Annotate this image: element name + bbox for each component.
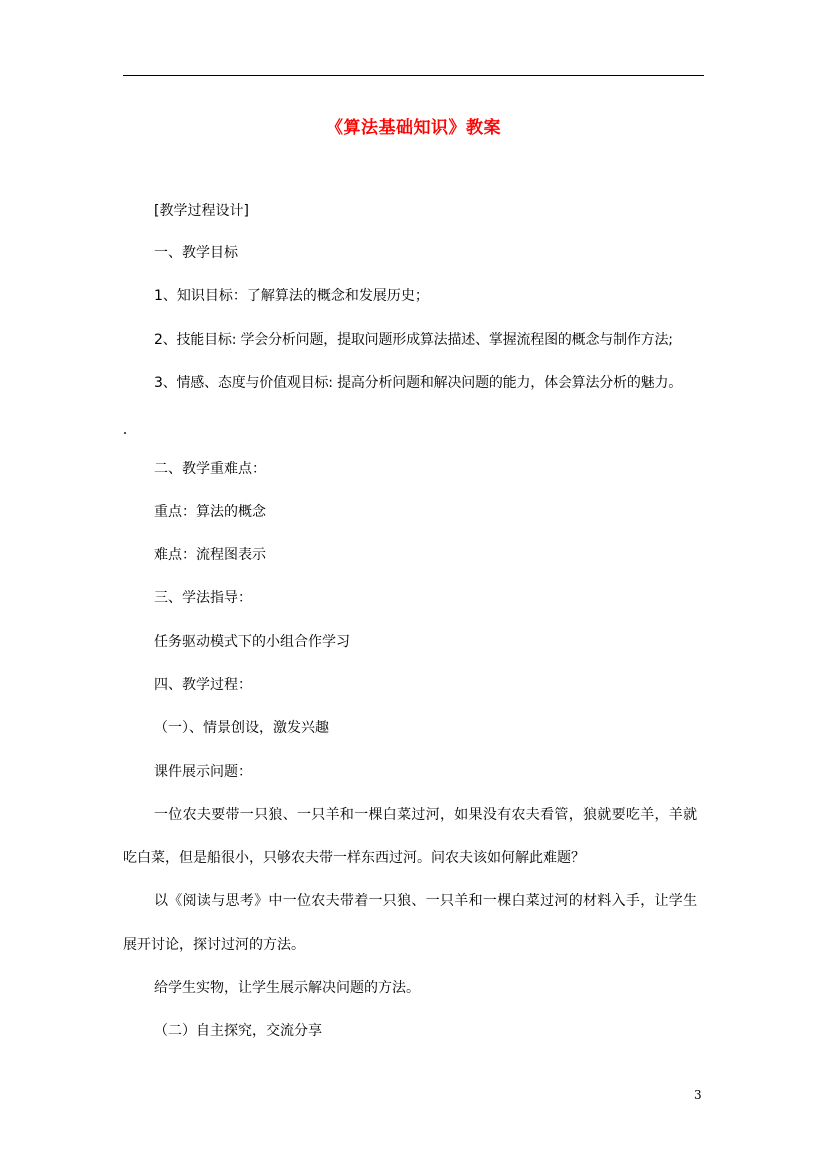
page-number: 3	[694, 1088, 702, 1102]
goal-attitude: 3、情感、态度与价值观目标: 提高分析问题和解决问题的能力，体会算法分析的魅力。	[154, 375, 683, 391]
heading-teaching-goals: 一、教学目标	[154, 245, 238, 261]
heading-teaching-process: 四、教学过程：	[154, 677, 252, 693]
problem-text-line-2: 吃白菜，但是船很小，只够农夫带一样东西过河。问农夫该如何解此难题？	[123, 850, 585, 866]
stray-mark	[124, 432, 126, 434]
problem-text-line-1: 一位农夫要带一只狼、一只羊和一棵白菜过河，如果没有农夫看管，狼就要吃羊，羊就	[154, 807, 698, 823]
study-guidance-text: 任务驱动模式下的小组合作学习	[154, 634, 350, 650]
section-label: [教学过程设计]	[154, 203, 249, 219]
difficult-point: 难点：流程图表示	[154, 547, 266, 563]
material-text-line-2: 展开讨论，探讨过河的方法。	[123, 937, 305, 953]
heading-study-guidance: 三、学法指导：	[154, 590, 252, 606]
header-rule	[123, 75, 704, 76]
demonstration-text: 给学生实物，让学生展示解决问题的方法。	[154, 980, 420, 996]
courseware-problem-label: 课件展示问题：	[154, 764, 252, 780]
heading-key-points: 二、教学重难点：	[154, 461, 266, 477]
subheading-exploration: （二）自主探究，交流分享	[154, 1023, 322, 1039]
document-title: 《算法基础知识》教案	[326, 118, 501, 138]
goal-skill: 2、技能目标: 学会分析问题，提取问题形成算法描述、掌握流程图的概念与制作方法;	[154, 332, 673, 348]
material-text-line-1: 以《阅读与思考》中一位农夫带着一只狼、一只羊和一棵白菜过河的材料入手，让学生	[154, 893, 698, 909]
goal-knowledge: 1、知识目标：了解算法的概念和发展历史；	[154, 288, 429, 304]
key-point: 重点：算法的概念	[154, 504, 266, 520]
subheading-scenario: （一）、情景创设，激发兴趣	[154, 720, 329, 736]
